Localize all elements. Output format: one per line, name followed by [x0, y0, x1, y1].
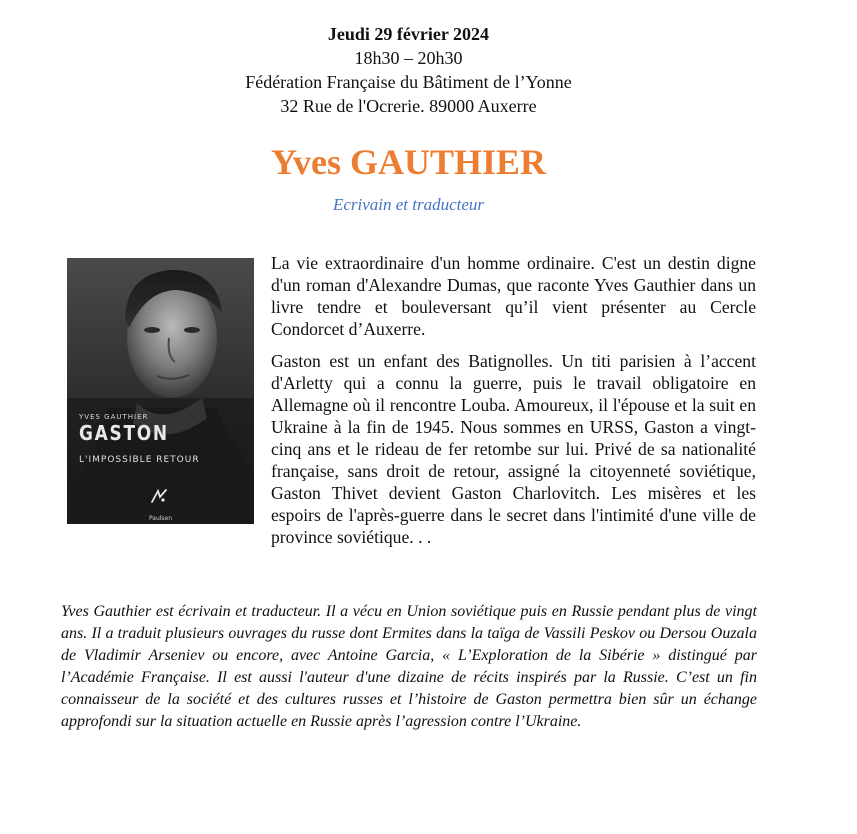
cover-title: GASTON: [79, 421, 169, 445]
event-address: 32 Rue de l'Ocrerie. 89000 Auxerre: [280, 96, 537, 116]
publisher-logo-icon: [148, 488, 170, 504]
cover-publisher: Paulsen: [148, 515, 173, 522]
event-venue: Fédération Française du Bâtiment de l’Yonne: [245, 72, 572, 92]
event-header: [0, 22, 817, 118]
author-name: Yves GAUTHIER: [270, 142, 547, 182]
book-cover-image: [67, 258, 254, 524]
cover-subtitle: L'IMPOSSIBLE RETOUR: [79, 455, 200, 465]
description-paragraph-1: La vie extraordinaire d'un homme ordinaire. C'est un destin digne d'un roman d'Alexandre Dumas, que raconte Yves Gauthier dans un livre tendre et bouleversant qu’il vient présenter au Cercle Condorcet d’Auxerre.: [271, 253, 756, 339]
author-bio: Yves Gauthier est écrivain et traducteur. Il a vécu en Union soviétique puis en Russie pendant plus de vingt ans. Il a traduit plusieurs ouvrages du russe dont Ermites dans la taïga de Vassili Peskov ou Dersou Ouzala de Vladimir Arseniev ou encore, avec Antoine Garcia, « L’Exploration de la Sibérie » distingué par l’Académie Française. Il est aussi l'auteur d'une dizaine de récits inspirés par la Russie. C’est un fin connaisseur de la société et des cultures russes et l’histoire de Gaston permettra bien sûr un échange approfondi sur la situation actuelle en Russie après l’agression contre l’Ukraine.: [61, 603, 757, 730]
event-time: 18h30 – 20h30: [354, 48, 463, 68]
cover-author-name: YVES GAUTHIER: [79, 413, 149, 421]
book-description: [64, 252, 756, 548]
event-date: Jeudi 29 février 2024: [327, 24, 490, 44]
author-role: Ecrivain et traducteur: [332, 195, 485, 214]
author-portrait-photo: [67, 258, 254, 524]
description-paragraph-2: Gaston est un enfant des Batignolles. Un titi parisien à l’accent d'Arletty qui a connu la guerre, puis le travail obligatoire en Allemagne où il rencontre Louba. Amoureux, il l'épouse et la suit en Ukraine à la fin de 1945. Nous sommes en URSS, Gaston a vingt-cinq ans et le rideau de fer retombe sur lui. Privé de sa nationalité française, sans droit de retour, assigné la citoyenneté soviétique, Gaston Thivet devient Gaston Charlovitch. Les misères et les espoirs de l'après-guerre dans le secret dans l'intimité d'une ville de province soviétique. . .: [271, 351, 756, 547]
